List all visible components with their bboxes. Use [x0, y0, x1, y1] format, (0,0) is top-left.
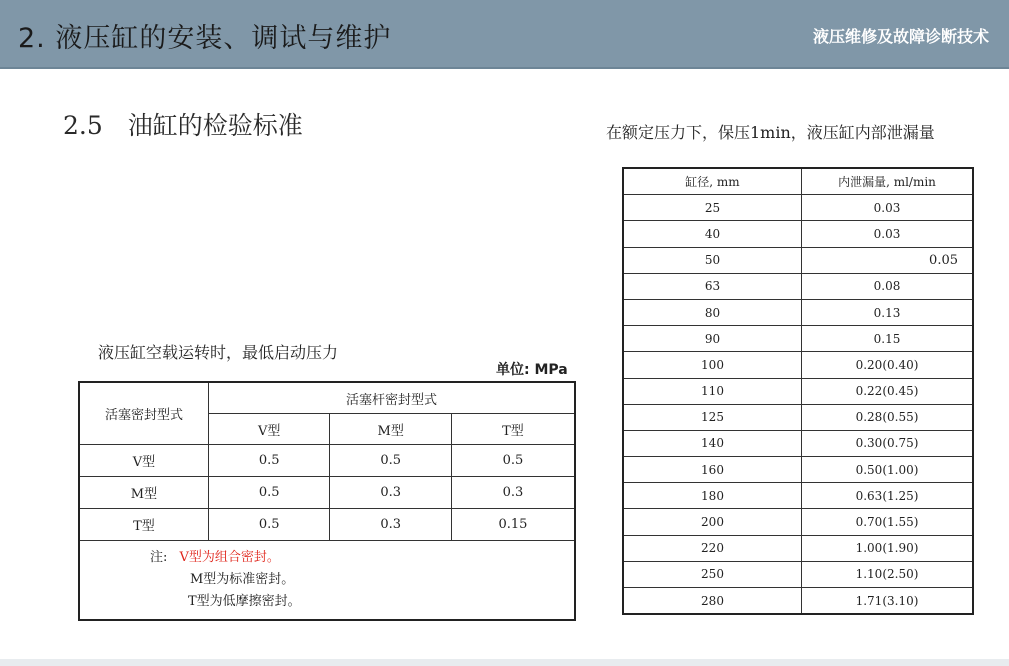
note-line-v: V型为组合密封。: [179, 550, 280, 565]
table-row: [79, 445, 575, 477]
table-cell: 0.15: [802, 326, 974, 352]
table-cell: 0.03: [802, 221, 974, 247]
table-header-row: [79, 382, 575, 414]
page-title: 2. 液压缸的安装、调试与维护: [18, 23, 392, 54]
table-cell: 0.30(0.75): [802, 430, 974, 456]
table-row: [623, 273, 973, 299]
table-cell: 90: [623, 326, 802, 352]
table-cell: 80: [623, 299, 802, 325]
table-cell: 0.20(0.40): [802, 352, 974, 378]
table-cell: 0.08: [802, 273, 974, 299]
table-cell: 0.50(1.00): [802, 457, 974, 483]
table-cell: 0.05: [802, 247, 974, 273]
table-row: [623, 195, 973, 221]
table-cell: 50: [623, 247, 802, 273]
table-row: [79, 509, 575, 541]
table-header-row: [623, 168, 973, 195]
note-line-m: M型为标准密封。: [190, 572, 295, 587]
table-cell: 110: [623, 378, 802, 404]
table-cell: 1.71(3.10): [802, 588, 974, 615]
col-header-cell: V型: [208, 414, 330, 445]
table-cell: 250: [623, 561, 802, 587]
leakage-caption: 在额定压力下，保压1min，液压缸内部泄漏量: [606, 123, 935, 142]
table-cell: 0.5: [208, 509, 330, 541]
table-row: [623, 404, 973, 430]
row-header-cell: 活塞密封型式: [79, 382, 208, 445]
table-row: [623, 247, 973, 273]
table-row: [623, 457, 973, 483]
col-header-cell: T型: [451, 414, 575, 445]
section-title: 2.5 油缸的检验标准: [63, 111, 303, 140]
table-cell: 140: [623, 430, 802, 456]
start-pressure-caption: 液压缸空载运转时，最低启动压力: [98, 343, 339, 362]
table-cell: 1.00(1.90): [802, 535, 974, 561]
table-cell: 0.28(0.55): [802, 404, 974, 430]
row-label-cell: T型: [79, 509, 208, 541]
table-cell: 0.5: [330, 445, 452, 477]
table-row: [623, 509, 973, 535]
col-group-header-cell: 活塞杆密封型式: [208, 382, 575, 414]
notes-row: [79, 541, 575, 621]
table-cell: 180: [623, 483, 802, 509]
note-line-t: T型为低摩擦密封。: [188, 594, 301, 609]
course-title: 液压维修及故障诊断技术: [812, 27, 989, 46]
row-label-cell: V型: [79, 445, 208, 477]
table-cell: 0.63(1.25): [802, 483, 974, 509]
unit-label: 单位: MPa: [496, 362, 568, 378]
header-bar: [0, 0, 1009, 69]
table-cell: 0.3: [451, 477, 575, 509]
table-row: [623, 561, 973, 587]
table-row: [623, 221, 973, 247]
table-row: [623, 352, 973, 378]
table-row: [623, 535, 973, 561]
table-cell: 63: [623, 273, 802, 299]
table-cell: 0.5: [208, 477, 330, 509]
footer-divider: [0, 659, 1009, 666]
table-cell: 40: [623, 221, 802, 247]
row-label-cell: M型: [79, 477, 208, 509]
table-cell: 0.22(0.45): [802, 378, 974, 404]
table-row: [623, 326, 973, 352]
table-cell: 100: [623, 352, 802, 378]
table-cell: 1.10(2.50): [802, 561, 974, 587]
table-row: [623, 588, 973, 615]
table-cell: 160: [623, 457, 802, 483]
table-cell: 25: [623, 195, 802, 221]
col-header-cell: 缸径, mm: [623, 168, 802, 195]
table-row: [623, 378, 973, 404]
table-cell: 0.03: [802, 195, 974, 221]
table-row: [623, 430, 973, 456]
table-cell: 0.15: [451, 509, 575, 541]
table-cell: 0.13: [802, 299, 974, 325]
notes-cell: [79, 541, 575, 621]
table-cell: 0.70(1.55): [802, 509, 974, 535]
note-prefix: 注:: [150, 550, 168, 565]
table-cell: 0.3: [330, 509, 452, 541]
table-row: [623, 483, 973, 509]
table-cell: 125: [623, 404, 802, 430]
table-cell: 0.5: [208, 445, 330, 477]
table-cell: 0.5: [451, 445, 575, 477]
table-cell: 280: [623, 588, 802, 615]
leakage-table: [622, 167, 974, 615]
table-row: [623, 299, 973, 325]
table-cell: 220: [623, 535, 802, 561]
start-pressure-table: [78, 381, 576, 621]
table-cell: 200: [623, 509, 802, 535]
col-header-cell: 内泄漏量, ml/min: [802, 168, 974, 195]
col-header-cell: M型: [330, 414, 452, 445]
table-cell: 0.3: [330, 477, 452, 509]
table-row: [79, 477, 575, 509]
